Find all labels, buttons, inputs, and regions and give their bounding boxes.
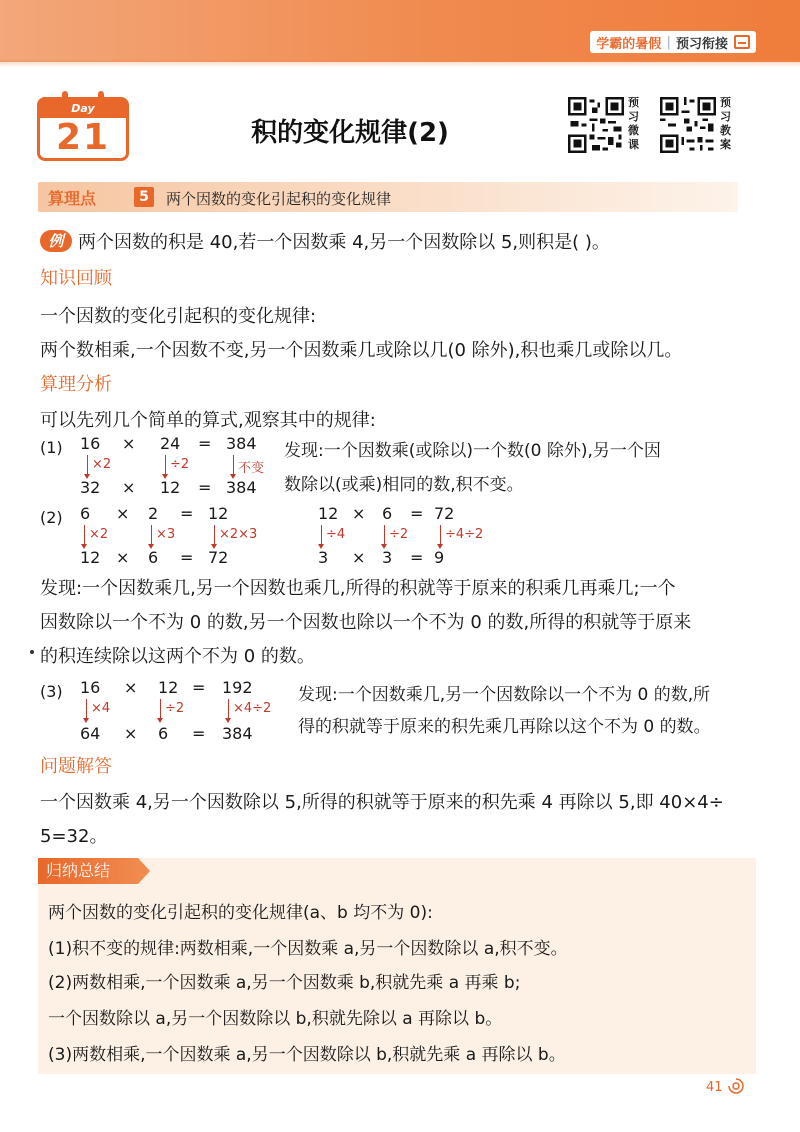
summary-line: 两个因数的变化引起积的变化规律(a、b 均不为 0): — [48, 903, 433, 923]
ex2b-anno-product: ÷4÷2 — [445, 527, 484, 542]
ex1-finding: 发现:一个因数乘(或除以)一个数(0 除外),另一个因 — [284, 441, 661, 461]
arrow-down-icon — [87, 455, 88, 477]
ex3-anno-product: ×4÷2 — [233, 701, 272, 716]
summary-line: (2)两数相乘,一个因数乘 a,另一个因数乘 b,积就先乘 a 再乘 b; — [48, 973, 521, 993]
ex3-finding: 发现:一个因数乘几,另一个因数除以一个不为 0 的数,所 — [298, 685, 711, 705]
ex2b-top-product: 72 — [434, 504, 455, 523]
analysis-heading: 算理分析 — [40, 374, 112, 395]
qr-label-lesson-plan: 预习教案 — [720, 96, 731, 151]
swirl-icon — [727, 1077, 745, 1095]
ex1-top-op: × — [122, 434, 136, 453]
ex2b-top-b: 6 — [382, 504, 393, 523]
page-number: 41 — [706, 1080, 723, 1095]
ex3-top-op: × — [124, 678, 138, 697]
arrow-down-icon — [384, 525, 385, 547]
section-tag: 算理点 — [48, 189, 97, 208]
ex2a-top-a: 6 — [80, 504, 91, 523]
arrow-down-icon — [440, 525, 441, 547]
series-subtitle: 预习衔接 — [675, 36, 728, 52]
header-band — [0, 0, 800, 62]
section-number: 5 — [134, 187, 154, 207]
series-separator: | — [666, 34, 671, 50]
section-banner — [38, 182, 738, 212]
series-tag — [590, 31, 756, 53]
summary-line: (1)积不变的规律:两数相乘,一个因数乘 a,另一个因数除以 a,积不变。 — [48, 939, 568, 959]
ex1-top-b: 24 — [160, 434, 181, 453]
ex3-bottom-product: 384 — [222, 724, 253, 743]
arrow-down-icon — [165, 455, 166, 477]
ex3-top-product: 192 — [222, 678, 253, 697]
ex2b-bottom-eq: = — [410, 548, 424, 567]
analysis-intro: 可以先列几个简单的算式,观察其中的规律: — [40, 410, 376, 431]
ex1-top-eq: = — [198, 434, 212, 453]
ex3-top-eq: = — [192, 678, 206, 697]
review-line: 一个因数的变化引起积的变化规律: — [40, 306, 317, 327]
ex1-finding: 数除以(或乘)相同的数,积不变。 — [284, 475, 524, 495]
review-line: 两个数相乘,一个因数不变,另一个因数乘几或除以几(0 除外),积也乘几或除以几。 — [40, 340, 683, 361]
summary-line: (3)两数相乘,一个因数乘 a,另一个因数除以 b,积就先乘 a 再除以 b。 — [48, 1045, 566, 1065]
review-heading: 知识回顾 — [40, 268, 112, 289]
margin-dot — [30, 650, 34, 654]
ex3-bottom-op: × — [124, 724, 138, 743]
ex2b-top-op: × — [352, 504, 366, 523]
qr-label-micro-lesson: 预习微课 — [628, 96, 639, 151]
ex2b-bottom-b: 3 — [382, 548, 393, 567]
ex3-top-a: 16 — [80, 678, 101, 697]
ex1-anno-a: ×2 — [92, 457, 112, 472]
day-number: 21 — [55, 117, 111, 158]
ex2a-anno-b: ×3 — [156, 527, 176, 542]
ex1-bottom-eq: = — [198, 478, 212, 497]
ex1-bottom-a: 32 — [80, 478, 101, 497]
arrow-down-icon — [160, 699, 161, 721]
arrow-down-icon — [321, 525, 322, 547]
ex1-label: (1) — [40, 438, 63, 457]
ex2b-top-a: 12 — [318, 504, 339, 523]
arrow-down-icon — [233, 455, 234, 477]
summary-line: 一个因数除以 a,另一个因数除以 b,积就先除以 a 再除以 b。 — [48, 1009, 503, 1029]
ex3-top-b: 12 — [158, 678, 179, 697]
ex1-anno-product: 不变 — [238, 461, 265, 476]
arrow-down-icon — [228, 699, 229, 721]
answer-line: 5=32。 — [40, 826, 108, 847]
ex3-bottom-eq: = — [192, 724, 206, 743]
ex2b-anno-a: ÷4 — [326, 527, 346, 542]
ex3-bottom-b: 6 — [158, 724, 169, 743]
ex2b-anno-b: ÷2 — [389, 527, 409, 542]
ex2a-bottom-product: 72 — [208, 548, 229, 567]
ex2a-top-op: × — [116, 504, 130, 523]
day-label: Day — [40, 100, 126, 118]
arrow-down-icon — [84, 525, 85, 547]
book-icon — [734, 35, 750, 49]
ex2b-bottom-a: 3 — [318, 548, 329, 567]
ex1-top-a: 16 — [80, 434, 101, 453]
ex1-bottom-product: 384 — [226, 478, 257, 497]
ex2a-top-product: 12 — [208, 504, 229, 523]
ex2a-bottom-eq: = — [180, 548, 194, 567]
ex1-bottom-op: × — [122, 478, 136, 497]
qr-code-icon[interactable] — [660, 97, 716, 153]
day-calendar-badge — [37, 97, 129, 161]
ex2a-top-eq: = — [180, 504, 194, 523]
ex2a-top-b: 2 — [148, 504, 159, 523]
ex2b-top-eq: = — [410, 504, 424, 523]
ex3-bottom-a: 64 — [80, 724, 101, 743]
ex2a-anno-product: ×2×3 — [219, 527, 258, 542]
ex2-label: (2) — [40, 508, 63, 527]
answer-heading: 问题解答 — [40, 756, 112, 777]
ex3-anno-a: ×4 — [91, 701, 111, 716]
qr-code-icon[interactable] — [568, 97, 624, 153]
example-text: 两个因数的积是 40,若一个因数乘 4,另一个因数除以 5,则积是( )。 — [78, 232, 610, 253]
example-question — [40, 228, 610, 254]
ex2a-bottom-b: 6 — [148, 548, 159, 567]
arrow-down-icon — [151, 525, 152, 547]
ex2b-bottom-product: 9 — [434, 548, 445, 567]
answer-line: 一个因数乘 4,另一个因数除以 5,所得的积就等于原来的积先乘 4 再除以 5,即 40×4÷ — [40, 792, 724, 813]
page-title: 积的变化规律(2) — [251, 118, 449, 148]
ex3-label: (3) — [40, 682, 63, 701]
arrow-down-icon — [214, 525, 215, 547]
ex2-finding: 的积连续除以这两个不为 0 的数。 — [40, 646, 315, 667]
arrow-down-icon — [86, 699, 87, 721]
example-badge: 例 — [40, 230, 72, 252]
ex2-finding: 因数除以一个不为 0 的数,另一个因数也除以一个不为 0 的数,所得的积就等于原来 — [40, 612, 692, 633]
ex2a-bottom-op: × — [116, 548, 130, 567]
ex2a-anno-a: ×2 — [89, 527, 109, 542]
ex1-bottom-b: 12 — [160, 478, 181, 497]
summary-tag: 归纳总结 — [38, 858, 138, 884]
ex1-anno-b: ÷2 — [170, 457, 190, 472]
ex1-top-product: 384 — [226, 434, 257, 453]
ex2b-bottom-op: × — [352, 548, 366, 567]
section-title: 两个因数的变化引起积的变化规律 — [166, 190, 392, 208]
ex3-finding: 得的积就等于原来的积先乘几再除以这个不为 0 的数。 — [298, 717, 711, 737]
series-name: 学霸的暑假 — [596, 36, 662, 52]
ex2a-bottom-a: 12 — [80, 548, 101, 567]
ex3-anno-b: ÷2 — [165, 701, 185, 716]
ex2-finding: 发现:一个因数乘几,另一个因数也乘几,所得的积就等于原来的积乘几再乘几;一个 — [40, 578, 676, 599]
